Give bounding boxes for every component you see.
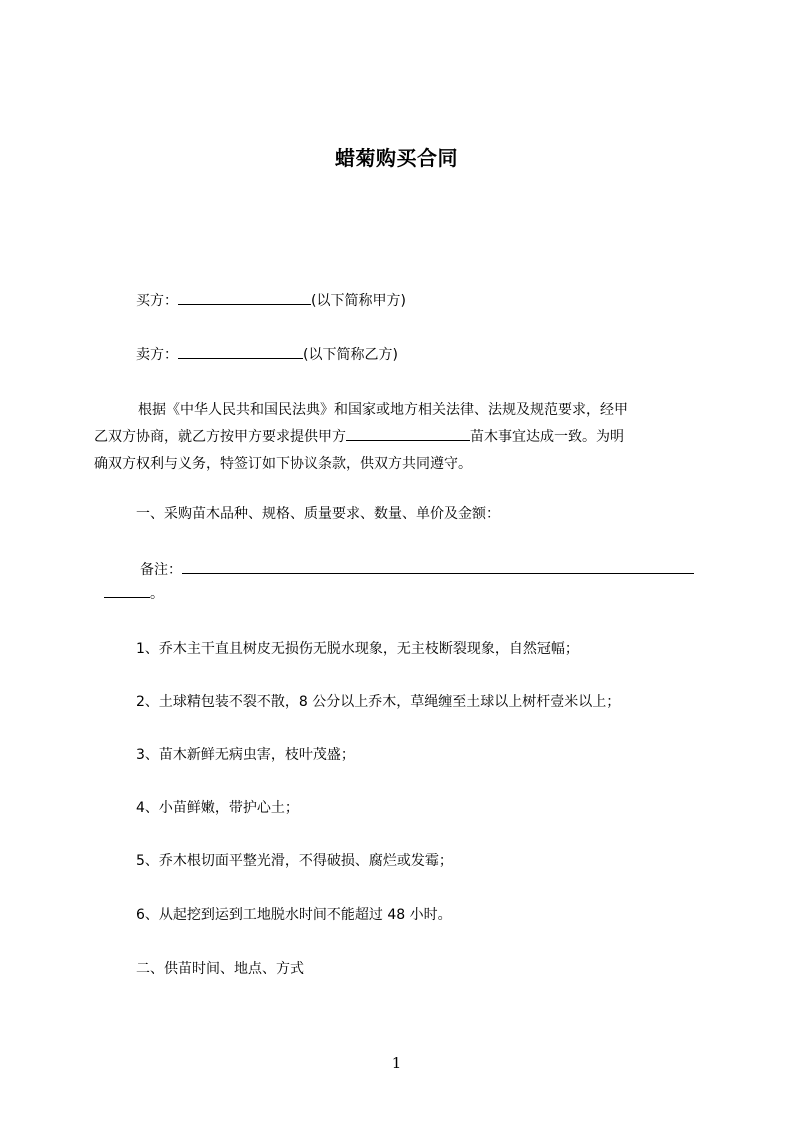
remark-label: 备注： — [140, 562, 182, 578]
remark-blank — [182, 560, 694, 574]
document-title: 蜡菊购买合同 — [335, 146, 458, 170]
item-5: 5、乔木根切面平整光滑，不得破损、腐烂或发霉； — [136, 853, 453, 869]
seller-label: 卖方： — [136, 347, 178, 363]
product-blank — [346, 427, 470, 441]
remark-line-2 — [104, 584, 164, 603]
seller-blank — [178, 345, 303, 359]
item-3: 3、苗木新鲜无病虫害，枝叶茂盛； — [136, 747, 355, 763]
seller-suffix: (以下简称乙方) — [303, 347, 398, 363]
section-1-heading: 一、采购苗木品种、规格、质量要求、数量、单价及金额： — [136, 506, 500, 522]
remark-line — [140, 560, 694, 579]
remark-blank-continued — [104, 584, 150, 598]
item-6: 6、从起挖到运到工地脱水时间不能超过 48 小时。 — [136, 907, 452, 923]
buyer-line — [136, 291, 406, 310]
intro-line-3: 确双方权利与义务，特签订如下协议条款，供双方共同遵守。 — [94, 456, 472, 472]
buyer-label: 买方： — [136, 293, 178, 309]
intro-line-2: 乙双方协商，就乙方按甲方要求提供甲方 苗木事宜达成一致。为明 — [94, 429, 624, 445]
section-2-heading: 二、供苗时间、地点、方式 — [136, 961, 304, 977]
intro-paragraph — [94, 397, 700, 478]
item-1: 1、乔木主干直且树皮无损伤无脱水现象，无主枝断裂现象，自然冠幅； — [136, 641, 579, 657]
remark-end: 。 — [150, 586, 164, 602]
seller-line — [136, 345, 398, 364]
intro-line-1: 根据《中华人民共和国民法典》和国家或地方相关法律、法规及规范要求，经甲 — [138, 402, 628, 418]
page-number: 1 — [391, 1054, 402, 1072]
buyer-suffix: (以下简称甲方) — [311, 293, 406, 309]
buyer-blank — [178, 291, 311, 305]
item-2: 2、土球精包装不裂不散，8 公分以上乔木，草绳缠至土球以上树杆壹米以上； — [136, 694, 621, 710]
item-4: 4、小苗鲜嫩，带护心土； — [136, 800, 299, 816]
